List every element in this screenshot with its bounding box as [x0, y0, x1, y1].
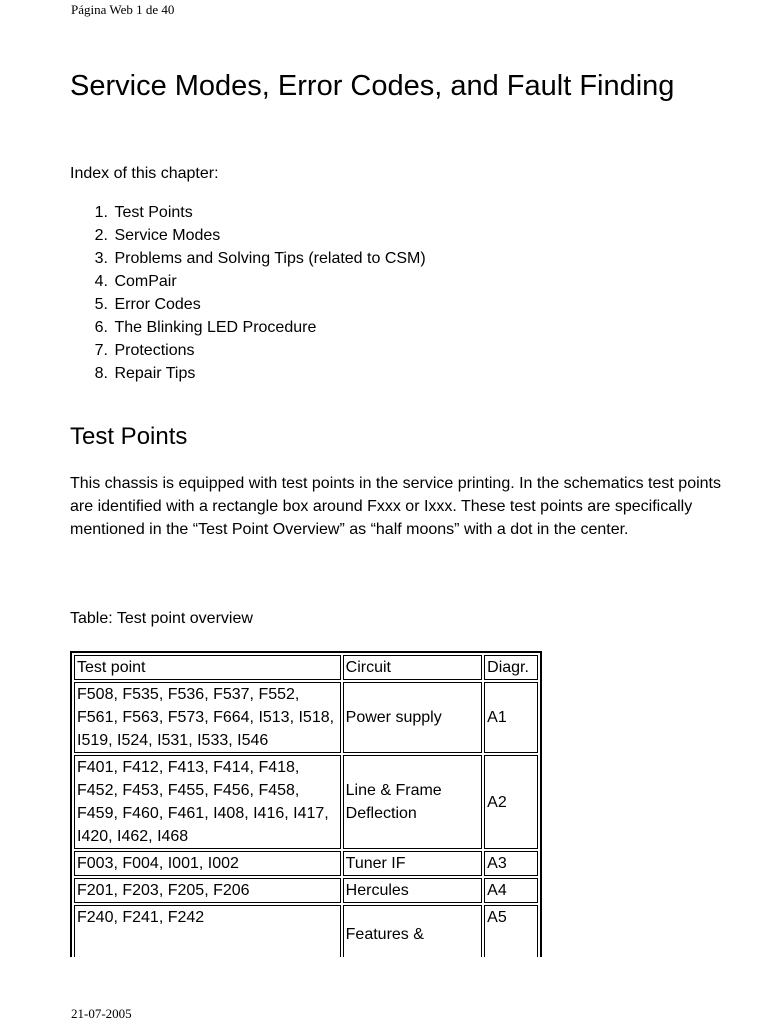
index-number: 6. — [94, 319, 108, 336]
cell-diagram: A3 — [484, 851, 538, 876]
index-link-compair[interactable]: ComPair — [114, 273, 177, 290]
table-row — [74, 682, 538, 753]
test-point-table-container — [70, 651, 542, 957]
table-row — [74, 851, 538, 876]
index-number: 5. — [94, 296, 108, 313]
index-number: 2. — [94, 227, 108, 244]
cell-test-point: F003, F004, I001, I002 — [74, 851, 341, 876]
cell-circuit: Tuner IF — [343, 851, 482, 876]
index-item[interactable] — [70, 272, 426, 295]
index-number: 7. — [94, 342, 108, 359]
index-link-service-modes[interactable]: Service Modes — [114, 227, 221, 244]
index-item[interactable] — [70, 341, 426, 364]
index-item[interactable] — [70, 249, 426, 272]
index-link-problems-solving-tips[interactable]: Problems and Solving Tips (related to CSM) — [114, 250, 426, 267]
page-footer-date: 21-07-2005 — [71, 1006, 132, 1021]
cell-diagram: A5 — [484, 905, 538, 957]
table-header-row — [74, 655, 538, 680]
index-link-repair-tips[interactable]: Repair Tips — [114, 365, 196, 382]
index-number: 8. — [94, 365, 108, 382]
section-heading: Test Points — [70, 423, 188, 450]
cell-circuit: Power supply — [343, 682, 482, 753]
index-number: 1. — [94, 204, 108, 221]
cell-test-point: F508, F535, F536, F537, F552, F561, F563, F573, F664, I513, I518, I519, I524, I531, I533, I546 — [74, 682, 341, 753]
index-label: Index of this chapter: — [70, 165, 219, 182]
column-header-test-point: Test point — [74, 655, 341, 680]
index-item[interactable] — [70, 295, 426, 318]
test-point-table — [70, 651, 542, 957]
index-item[interactable] — [70, 318, 426, 341]
page-header: Página Web 1 de 40 — [71, 2, 175, 17]
index-link-blinking-led[interactable]: The Blinking LED Procedure — [114, 319, 317, 336]
table-caption: Table: Test point overview — [70, 610, 253, 627]
index-number: 4. — [94, 273, 108, 290]
table-row — [74, 905, 538, 957]
index-link-protections[interactable]: Protections — [114, 342, 195, 359]
index-item[interactable] — [70, 203, 426, 226]
table-row — [74, 755, 538, 849]
cell-diagram: A2 — [484, 755, 538, 849]
cell-test-point: F401, F412, F413, F414, F418, F452, F453, F455, F456, F458, F459, F460, F461, I408, I416, I417, I420, I462, I468 — [74, 755, 341, 849]
column-header-circuit: Circuit — [343, 655, 482, 680]
chapter-index — [70, 203, 426, 387]
cell-diagram: A1 — [484, 682, 538, 753]
page-title: Service Modes, Error Codes, and Fault Finding — [70, 70, 675, 102]
index-link-error-codes[interactable]: Error Codes — [114, 296, 201, 313]
index-item[interactable] — [70, 226, 426, 249]
column-header-diagram: Diagr. — [484, 655, 538, 680]
index-number: 3. — [94, 250, 108, 267]
cell-circuit: Line & Frame Deflection — [343, 755, 482, 849]
cell-test-point: F201, F203, F205, F206 — [74, 878, 341, 903]
cell-circuit: Hercules — [343, 878, 482, 903]
cell-circuit: Features & — [343, 905, 482, 957]
cell-diagram: A4 — [484, 878, 538, 903]
section-paragraph: This chassis is equipped with test points in the service printing. In the schematics test points are identified with a rectangle box around Fxxx or Ixxx. These test points are specifically mentioned in the “Test Point Overview” as “half moons” with a dot in the center. — [70, 475, 721, 538]
index-item[interactable] — [70, 364, 426, 387]
index-link-test-points[interactable]: Test Points — [114, 204, 193, 221]
cell-test-point: F240, F241, F242 — [74, 905, 341, 957]
table-row — [74, 878, 538, 903]
